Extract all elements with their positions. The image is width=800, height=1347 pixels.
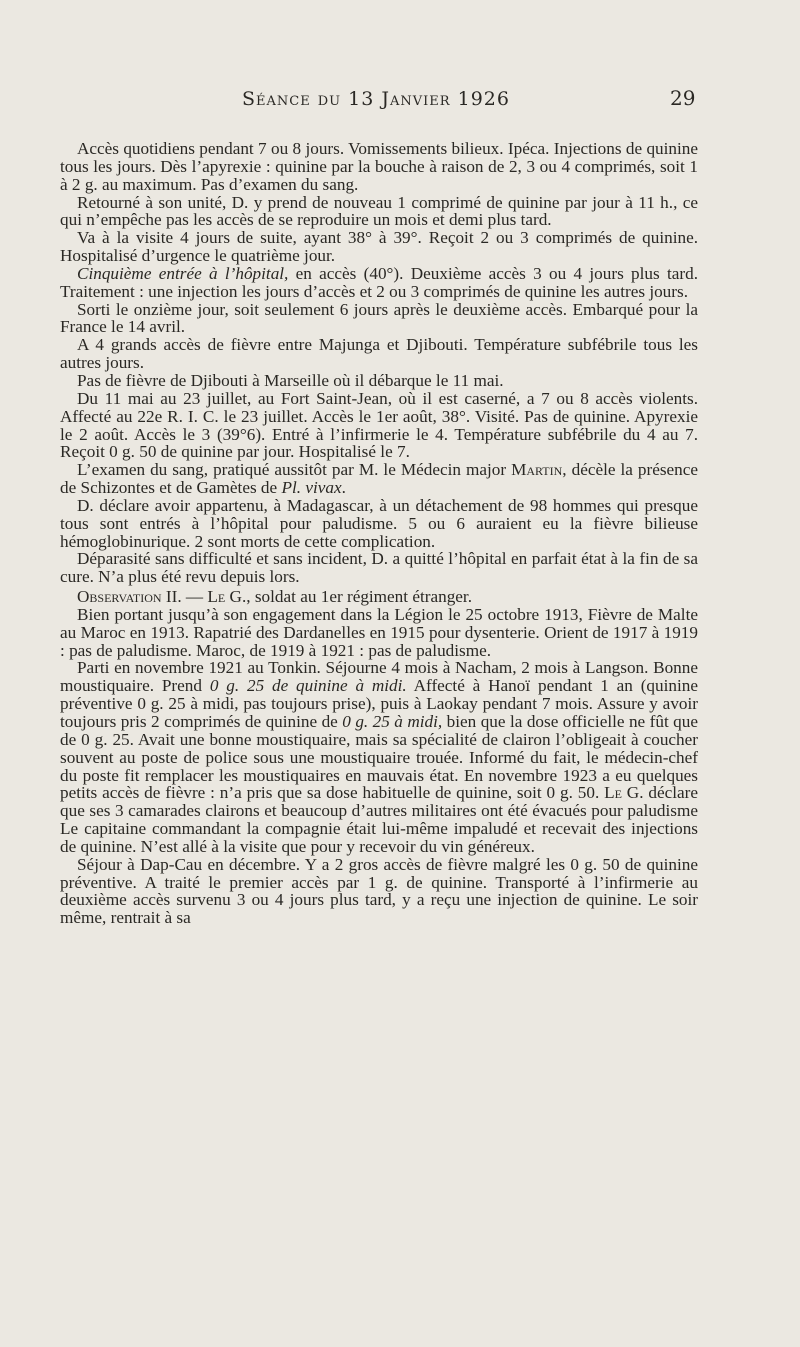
observation-label: Observation bbox=[77, 587, 162, 607]
paragraph: Bien portant jusqu’à son engagement dans la Légion le 25 octobre 1913, Fièvre de Malte au Maroc en 1913. Rapatrié des Dardanelles en 1915 pour dysenterie. Orient de 1917 à 1919 : pas de paludisme. Maroc, de 1919 à 1921 : pas de paludisme. bbox=[60, 604, 698, 660]
patient-name: Le bbox=[604, 783, 622, 803]
paragraph-text: G. déclare que ses 3 camarades clairons et beaucoup d’autres militaires ont été évacués pour paludisme Le capitaine commandant la compagnie était lui-même impaludé et recevait des injections de quinine. N’est allé à la visite que pour y recevoir du vin généreux. bbox=[60, 783, 698, 856]
species-name: Pl. vivax bbox=[281, 478, 342, 498]
paragraph: Pas de fièvre de Djibouti à Marseille où il débarque le 11 mai. bbox=[77, 370, 504, 390]
paragraph-text: . bbox=[341, 478, 346, 498]
paragraph-text: bien que la dose officielle ne fût que de 0 g. 25. Avait une bonne moustiquaire, mais sa spécialité de clairon l’obligeait à coucher souvent au poste de police sous une moustiquaire trouée. Informé du fait, le médecin-chef du poste fit remplacer les moustiquaires en mauvais état. En novembre 1923 a eu quelques petits accès de fièvre : n’a pris que sa dose habituelle de quinine, soit 0 g. 50. bbox=[60, 712, 698, 803]
paragraph bbox=[60, 659, 698, 855]
italic-lead: Cinquième entrée à l’hôpital, bbox=[77, 263, 289, 283]
observation-heading bbox=[60, 588, 698, 606]
paragraph: Retourné à son unité, D. y prend de nouveau 1 comprimé de quinine par jour à 11 h., ce qui n’empêche pas les accès de se reproduire un mois et demi plus tard. bbox=[60, 192, 698, 230]
paragraph: Du 11 mai au 23 juillet, au Fort Saint-Jean, où il est caserné, a 7 ou 8 accès violents. Affecté au 22e R. I. C. le 23 juillet. Accès le 1er août, 38°. Visité. Pas de quinine. Apyrexie le 2 août. Accès le 3 (39°6). Entré à l’infirmerie le 4. Température subfébrile du 4 au 7. Reçoit 0 g. 50 de quinine par jour. Hospitalisé le 7. bbox=[60, 388, 698, 462]
patient-name: Le bbox=[207, 587, 226, 607]
paragraph-text: en accès (40°). Deuxième accès 3 ou 4 jours plus tard. Traitement : une injection les jours d’accès et 2 ou 3 comprimés de quinine les autres jours. bbox=[60, 263, 698, 301]
dose-italic: 0 g. 25 de quinine à midi. bbox=[209, 676, 407, 696]
paragraph-text: Affecté à Hanoï pendant 1 an (quinine préventive 0 g. 25 à midi, pas toujours prise), puis à Laokay pendant 7 mois. Assure y avoir toujours pris 2 comprimés de quinine de bbox=[60, 676, 698, 731]
paragraph: Accès quotidiens pendant 7 ou 8 jours. Vomissements bilieux. Ipéca. Injections de quinine tous les jours. Dès l’apyrexie : quinine par la bouche à raison de 2, 3 ou 4 comprimés, soit 1 à 2 g. au maximum. Pas d’examen du sang. bbox=[60, 139, 698, 194]
paragraph: D. déclare avoir appartenu, à Madagascar, à un détachement de 98 hommes qui presque tous sont entrés à l’hôpital pour paludisme. 5 ou 6 auraient eu la fièvre bilieuse hémoglobinurique. 2 sont morts de cette complication. bbox=[60, 495, 698, 551]
paragraph-text: L’examen du sang, pratiqué aussitôt par M. le Médecin major bbox=[77, 460, 512, 480]
paragraph-text: G., soldat au 1er régiment étranger. bbox=[225, 587, 472, 607]
paragraph: Séjour à Dap-Cau en décembre. Y a 2 gros accès de fièvre malgré les 0 g. 50 de quinine préventive. A traité le premier accès par 1 g. de quinine. Transporté à l’infirmerie au deuxième accès survenu 3 ou 4 jours plus tard, y a reçu une injection de quinine. Le soir même, rentrait à sa bbox=[60, 854, 698, 928]
dose-italic: 0 g. 25 à midi, bbox=[342, 712, 443, 731]
paragraph: A 4 grands accès de fièvre entre Majunga et Djibouti. Température subfébrile tous les autres jours. bbox=[60, 335, 698, 373]
paragraph-text: Parti en novembre 1921 au Tonkin. Séjourne 4 mois à Nacham, 2 mois à Langson. Bonne moustiquaire. Prend bbox=[60, 658, 698, 696]
paragraph: Sorti le onzième jour, soit seulement 6 jours après le deuxième accès. Embarqué pour la France le 14 avril. bbox=[60, 299, 698, 337]
paragraph-text: , décèle la présence de Schizontes et de Gamètes de bbox=[60, 460, 698, 498]
page-number: 29 bbox=[670, 86, 696, 110]
author-name: Martin bbox=[511, 460, 563, 480]
paragraph: Va à la visite 4 jours de suite, ayant 38° à 39°. Reçoit 2 ou 3 comprimés de quinine. Hospitalisé d’urgence le quatrième jour. bbox=[60, 228, 698, 266]
paragraph-text: II. — bbox=[161, 587, 208, 607]
paragraph bbox=[60, 461, 698, 497]
paragraph bbox=[60, 265, 698, 301]
running-title: Séance du 13 Janvier 1926 bbox=[242, 88, 510, 110]
page-header bbox=[0, 86, 800, 116]
paragraph: Déparasité sans difficulté et sans incident, D. a quitté l’hôpital en parfait état à la fin de sa cure. N’a plus été revu depuis lors. bbox=[60, 549, 698, 587]
body-text bbox=[60, 140, 698, 927]
